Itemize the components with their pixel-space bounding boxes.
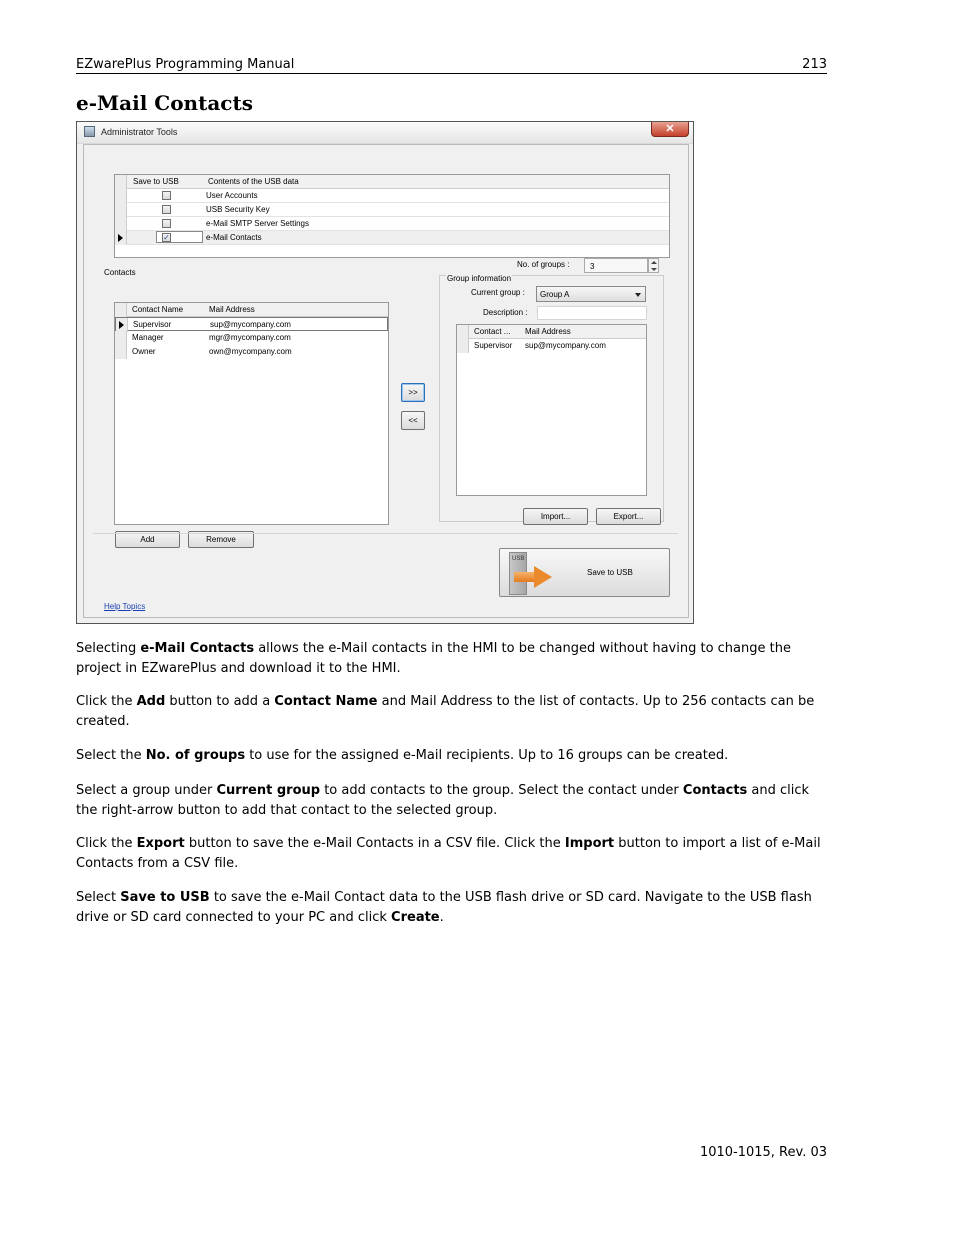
move-left-button[interactable]: <<	[401, 411, 425, 430]
chevron-down-icon	[635, 293, 641, 297]
current-group-value: Group A	[540, 290, 570, 299]
column-usb-contents[interactable]: Contents of the USB data	[208, 177, 299, 186]
paragraph-export-import: Click the Export button to save the e-Mail Contacts in a CSV file. Click the Import button to import a list of e-Mail Contacts from a CSV file.	[76, 836, 821, 871]
paragraph-save-to-usb: Select Save to USB to save the e-Mail Contact data to the USB flash drive or SD card. Navigate to the USB flash drive or SD card connected to your PC and click Create.	[76, 890, 812, 925]
page-number: 213	[802, 57, 827, 72]
usb-table-header	[115, 175, 669, 189]
group-table-header	[457, 325, 646, 339]
group-contact-mail: sup@mycompany.com	[525, 341, 606, 350]
section-title: e-Mail Contacts	[76, 91, 253, 115]
column-mail-address[interactable]: Mail Address	[209, 305, 255, 314]
contact-mail: sup@mycompany.com	[210, 320, 291, 329]
move-right-button[interactable]: >>	[401, 383, 425, 402]
table-row[interactable]	[457, 339, 646, 353]
contact-name: Manager	[132, 333, 164, 342]
group-contacts-table	[456, 324, 647, 496]
current-group-label: Current group :	[471, 288, 525, 297]
usb-data-table	[114, 174, 670, 258]
window-titlebar	[77, 122, 693, 144]
paragraph-add: Click the Add button to add a Contact Name and Mail Address to the list of contacts. Up to 256 contacts can be created.	[76, 694, 815, 729]
close-button[interactable]: ✕	[651, 122, 689, 137]
page-header	[76, 57, 827, 74]
usb-row-label: e-Mail SMTP Server Settings	[206, 219, 309, 228]
administrator-tools-window	[76, 121, 694, 624]
group-contact-name: Supervisor	[474, 341, 513, 350]
manual-title: EZwarePlus Programming Manual	[76, 57, 295, 72]
save-checkbox-user-accounts[interactable]	[162, 191, 171, 200]
contact-mail: mgr@mycompany.com	[209, 333, 291, 342]
group-information-label: Group information	[447, 274, 512, 283]
save-to-usb-button[interactable]	[499, 548, 670, 597]
usb-drive-label: USB	[512, 556, 525, 562]
save-checkbox-smtp-settings[interactable]	[162, 219, 171, 228]
separator	[93, 533, 678, 534]
spin-up-icon[interactable]	[651, 261, 657, 264]
description-input[interactable]	[537, 306, 647, 320]
contacts-table-header	[115, 303, 388, 317]
app-icon	[84, 126, 95, 137]
window-title: Administrator Tools	[101, 127, 178, 137]
usb-row-label: User Accounts	[206, 191, 258, 200]
column-group-mail-address[interactable]: Mail Address	[525, 327, 571, 336]
remove-button[interactable]: Remove	[188, 531, 254, 548]
table-row[interactable]	[115, 203, 669, 217]
column-contact[interactable]: Contact ...	[474, 327, 511, 336]
no-of-groups-input[interactable]: 3	[584, 258, 648, 273]
contacts-table	[114, 302, 389, 525]
no-of-groups-label: No. of groups :	[517, 260, 570, 269]
column-contact-name[interactable]: Contact Name	[132, 305, 184, 314]
contact-name: Owner	[132, 347, 156, 356]
add-button[interactable]: Add	[115, 531, 180, 548]
table-row[interactable]	[115, 331, 388, 345]
column-save-to-usb[interactable]: Save to USB	[133, 177, 179, 186]
usb-row-label: USB Security Key	[206, 205, 270, 214]
contact-mail: own@mycompany.com	[209, 347, 292, 356]
export-button[interactable]: Export...	[596, 508, 661, 525]
table-row[interactable]	[115, 345, 388, 359]
current-group-select[interactable]	[536, 286, 646, 302]
spin-down-icon[interactable]	[651, 268, 657, 271]
contact-name: Supervisor	[133, 320, 172, 329]
no-of-groups-spinner[interactable]	[648, 258, 659, 273]
table-row[interactable]	[115, 217, 669, 231]
save-checkbox-usb-security-key[interactable]	[162, 205, 171, 214]
doc-revision: 1010-1015, Rev. 03	[699, 1145, 827, 1160]
save-to-usb-label: Save to USB	[587, 568, 633, 577]
table-row[interactable]	[115, 231, 669, 245]
paragraph-groups: Select the No. of groups to use for the assigned e-Mail recipients. Up to 16 groups can be created.	[76, 748, 729, 763]
table-row[interactable]	[115, 189, 669, 203]
paragraph-email-contacts: Selecting e-Mail Contacts allows the e-Mail contacts in the HMI to be changed without having to change the project in EZwarePlus and download it to the HMI.	[76, 641, 791, 676]
description-label: Description :	[483, 308, 528, 317]
contacts-group-label: Contacts	[104, 268, 136, 277]
current-row-arrow-icon	[119, 321, 124, 329]
usb-row-label: e-Mail Contacts	[206, 233, 262, 242]
import-button[interactable]: Import...	[523, 508, 588, 525]
paragraph-current-group: Select a group under Current group to add contacts to the group. Select the contact under Contacts and click the right-arrow button to add that contact to the selected group.	[76, 783, 810, 818]
save-checkbox-email-contacts[interactable]: ✓	[163, 233, 170, 242]
arrow-right-icon	[514, 572, 534, 582]
table-row[interactable]	[115, 317, 388, 331]
help-topics-link[interactable]: Help Topics	[104, 602, 146, 611]
current-row-arrow-icon	[118, 234, 123, 242]
